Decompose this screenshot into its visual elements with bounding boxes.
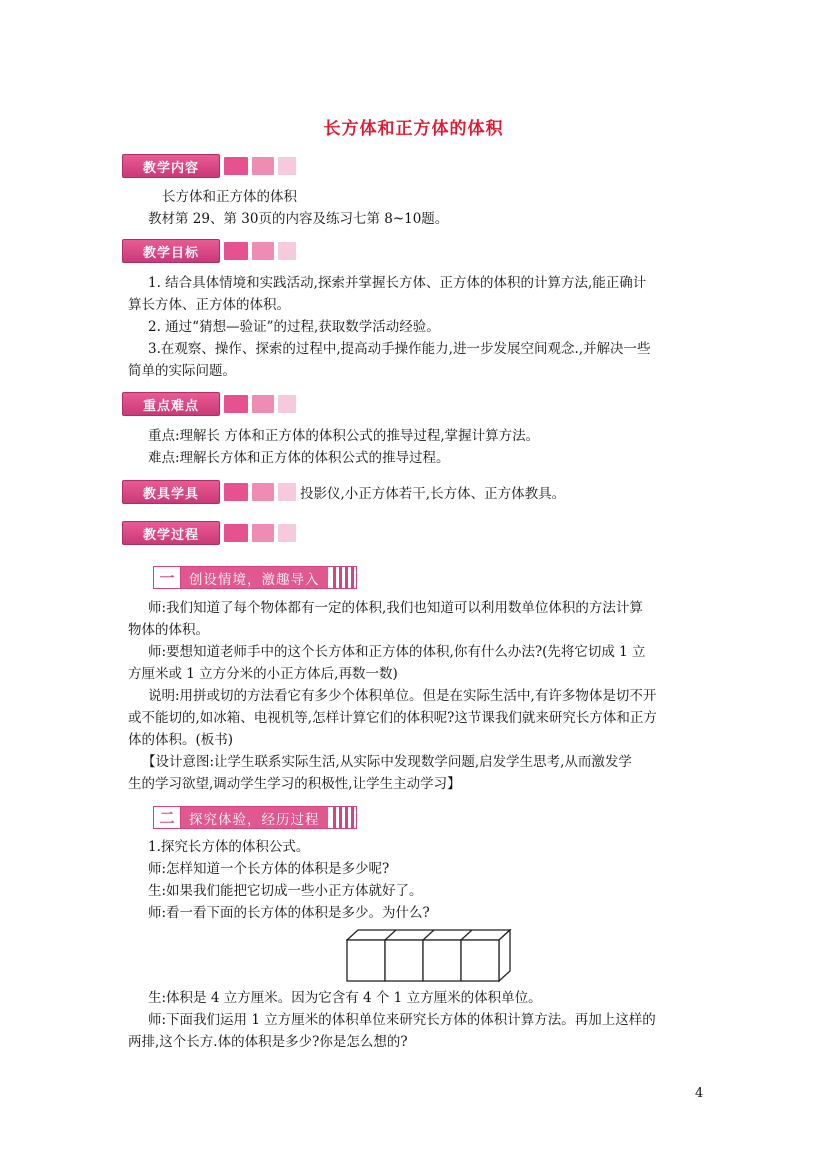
text-line: 生的学习欲望,调动学生学习的积极性,让学生主动学习】: [128, 776, 461, 792]
badge-square: [278, 157, 296, 175]
badge-square: [224, 395, 248, 413]
text-line: 师:看一看下面的长方体的体积是多少。为什么?: [148, 905, 430, 921]
section-badge-tools: 教具学具: [122, 480, 220, 504]
text-line: 重点:理解长 方体和正方体的体积公式的推导过程,掌握计算方法。: [148, 428, 540, 444]
badge-square: [278, 242, 296, 260]
text-line: 3.在观察、操作、探索的过程中,提高动手操作能力,进一步发展空间观念.,并解决一些: [148, 341, 651, 357]
text-line: 师:要想知道老师手中的这个长方体和正方体的体积,你有什么办法?(先将它切成 1 立: [148, 644, 646, 660]
text-line: 算长方体、正方体的体积。: [128, 297, 290, 313]
text-line: 物体的体积。: [128, 622, 209, 638]
part1-title: 创设情境，激趣导入: [181, 567, 328, 588]
badge-square: [252, 395, 274, 413]
badge-square: [252, 483, 274, 501]
part2-heading: [153, 806, 357, 829]
text-line: 简单的实际问题。: [128, 363, 236, 379]
section-badge-process: 教学过程: [122, 521, 220, 545]
section-tools-header: [122, 480, 565, 504]
text-line: 生:体积是 4 立方厘米。因为它含有 4 个 1 立方厘米的体积单位。: [148, 990, 542, 1006]
badge-square: [278, 395, 296, 413]
text-line: 两排,这个长方.体的体积是多少?你是怎么想的?: [128, 1034, 408, 1050]
part2-title: 探究体验，经历过程: [181, 807, 328, 828]
text-line: 2. 通过“猜想—验证”的过程,获取数学活动经验。: [148, 319, 440, 335]
text-line: 【设计意图:让学生联系实际生活,从实际中发现数学问题,启发学生思考,从而激发学: [142, 754, 632, 770]
section-goals-header: [122, 239, 296, 263]
badge-square: [252, 242, 274, 260]
text-line: 长方体和正方体的体积: [162, 189, 297, 205]
part1-number: 一: [154, 567, 181, 588]
badge-square: [224, 483, 248, 501]
page-number: 4: [695, 1086, 704, 1101]
page-title: 长方体和正方体的体积: [323, 119, 504, 139]
text-line: 生:如果我们能把它切成一些小正方体就好了。: [148, 883, 423, 899]
part2-number: 二: [154, 807, 181, 828]
tools-text: 投影仪,小正方体若干,长方体、正方体教具。: [300, 486, 566, 502]
section-content-header: [122, 154, 296, 178]
text-line: 体的体积。(板书): [128, 732, 234, 748]
badge-square: [224, 524, 248, 542]
section-key-header: [122, 392, 296, 416]
badge-square: [278, 524, 296, 542]
badge-square: [252, 524, 274, 542]
text-line: 方厘米或 1 立方分米的小正方体后,再数一数): [128, 666, 398, 682]
part1-heading: [153, 566, 357, 589]
heading-stripes: [328, 807, 356, 828]
badge-square: [252, 157, 274, 175]
section-process-header: [122, 521, 296, 545]
text-line: 1. 结合具体情境和实践活动,探索并掌握长方体、正方体的体积的计算方法,能正确计: [148, 275, 647, 291]
text-line: 说明:用拼或切的方法看它有多少个体积单位。但是在实际生活中,有许多物体是切不开: [148, 688, 657, 704]
text-line: 师:下面我们运用 1 立方厘米的体积单位来研究长方体的体积计算方法。再加上这样的: [148, 1012, 656, 1028]
badge-square: [224, 242, 248, 260]
badge-square: [224, 157, 248, 175]
section-badge-goals: 教学目标: [122, 239, 220, 263]
cuboid-figure: [346, 929, 516, 985]
text-line: 或不能切的,如冰箱、电视机等,怎样计算它们的体积呢?这节课我们就来研究长方体和正方: [128, 710, 657, 726]
text-line: 难点:理解长方体和正方体的体积公式的推导过程。: [148, 450, 450, 466]
heading-stripes: [328, 567, 356, 588]
badge-square: [278, 483, 296, 501]
text-line: 师:怎样知道一个长方体的体积是多少呢?: [148, 861, 390, 877]
section-badge-key: 重点难点: [122, 392, 220, 416]
text-line: 1.探究长方体的体积公式。: [148, 839, 310, 855]
text-line: 师:我们知道了每个物体都有一定的体积,我们也知道可以利用数单位体积的方法计算: [148, 600, 643, 616]
text-line: 教材第 29、第 30页的内容及练习七第 8~10题。: [148, 211, 449, 227]
section-badge-content: 教学内容: [122, 154, 220, 178]
